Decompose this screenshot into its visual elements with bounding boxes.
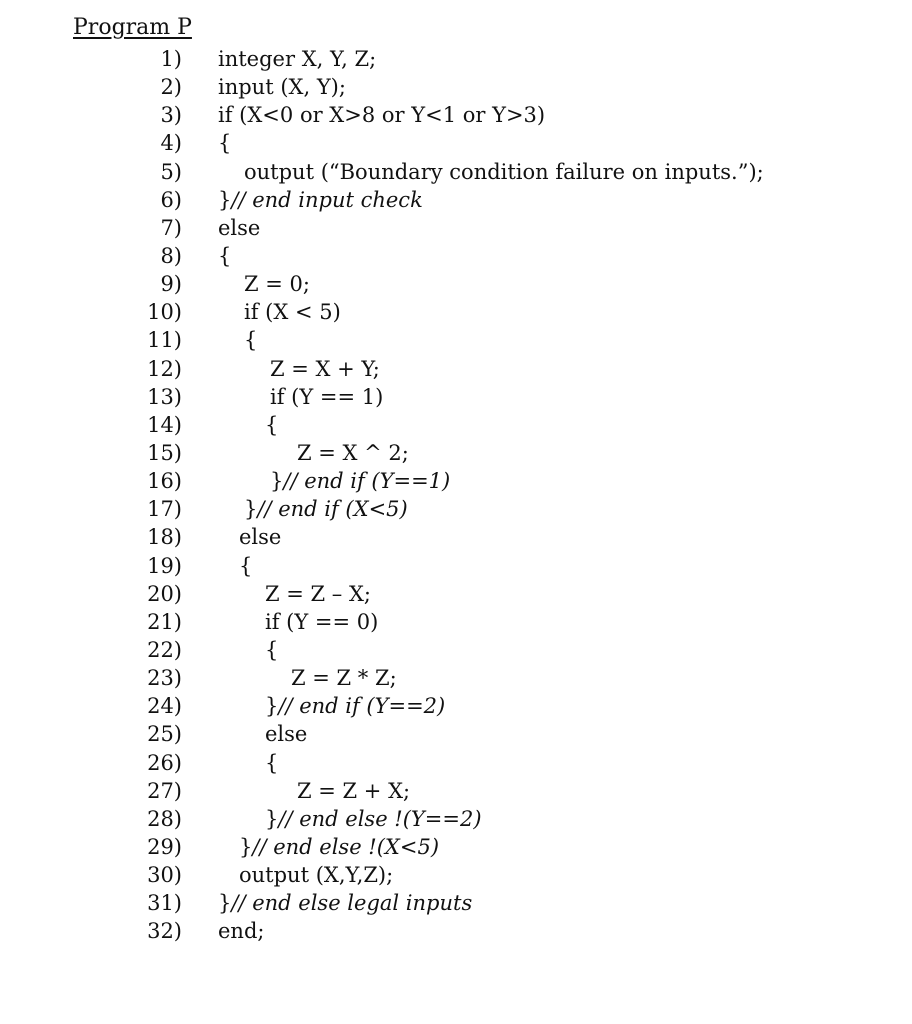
code-text: Z = Z * Z; (291, 666, 397, 691)
code-text: Z = Z + X; (297, 778, 411, 803)
code-line (0, 917, 912, 945)
code-line (0, 861, 912, 889)
code-text: { (265, 637, 279, 662)
line-number: 25) (147, 722, 182, 747)
code-text: input (X, Y); (218, 75, 346, 100)
line-number: 1) (160, 47, 182, 71)
code-text: Z = 0; (244, 272, 310, 297)
code-line (0, 720, 912, 748)
code-text: output (“Boundary condition failure on inputs.”); (244, 159, 764, 184)
line-number: 13) (147, 384, 182, 409)
code-comment: // end else !(Y==2) (278, 806, 482, 831)
code-text (244, 495, 408, 523)
code-line (0, 73, 912, 101)
code-line (0, 129, 912, 157)
code-line (0, 101, 912, 129)
code-line (0, 270, 912, 298)
code-line (0, 664, 912, 692)
code-line (0, 692, 912, 720)
line-number: 3) (160, 103, 182, 128)
code-text: Z = X + Y; (270, 356, 380, 381)
closing-brace: } (244, 497, 258, 522)
code-listing (0, 45, 912, 946)
code-line (0, 580, 912, 608)
code-line (0, 411, 912, 439)
code-text: integer X, Y, Z; (218, 47, 377, 71)
code-comment: // end if (Y==1) (283, 469, 451, 494)
closing-brace: } (218, 891, 232, 916)
code-line (0, 383, 912, 411)
code-text (270, 467, 450, 495)
line-number: 28) (147, 806, 182, 831)
line-number: 27) (147, 778, 182, 803)
code-line (0, 608, 912, 636)
line-number: 23) (147, 666, 182, 691)
line-number: 15) (147, 440, 182, 465)
code-text: if (Y == 1) (270, 384, 384, 409)
code-line (0, 242, 912, 270)
line-number: 26) (147, 750, 182, 775)
code-line (0, 439, 912, 467)
code-text: { (265, 750, 279, 775)
code-line (0, 45, 912, 73)
line-number: 14) (147, 412, 182, 437)
code-text: if (X<0 or X>8 or Y<1 or Y>3) (218, 103, 546, 128)
code-line (0, 326, 912, 354)
code-comment: // end if (X<5) (257, 497, 408, 522)
line-number: 17) (147, 497, 182, 522)
line-number: 24) (147, 694, 182, 719)
code-line (0, 298, 912, 326)
line-number: 29) (147, 834, 182, 859)
code-text: if (X < 5) (244, 300, 341, 325)
closing-brace: } (239, 834, 253, 859)
code-comment: // end else legal inputs (231, 891, 473, 916)
line-number: 6) (160, 187, 182, 212)
line-number: 10) (147, 300, 182, 325)
code-line (0, 805, 912, 833)
code-line (0, 889, 912, 917)
code-line (0, 833, 912, 861)
closing-brace: } (270, 469, 284, 494)
code-text: { (218, 131, 232, 156)
code-text (265, 692, 445, 720)
code-line (0, 749, 912, 777)
line-number: 16) (147, 469, 182, 494)
code-text (265, 805, 482, 833)
code-comment: // end input check (231, 187, 423, 212)
closing-brace: } (265, 694, 279, 719)
code-text: { (239, 553, 253, 578)
code-text: else (239, 525, 282, 550)
line-number: 12) (147, 356, 182, 381)
line-number: 32) (147, 919, 182, 944)
code-text (218, 889, 472, 917)
code-line (0, 495, 912, 523)
line-number: 31) (147, 891, 182, 916)
line-number: 11) (147, 328, 182, 353)
line-number: 7) (160, 215, 182, 240)
code-text (239, 833, 439, 861)
code-text: { (218, 243, 232, 268)
code-comment: // end if (Y==2) (278, 694, 446, 719)
code-text (218, 186, 423, 214)
line-number: 21) (147, 609, 182, 634)
code-line (0, 636, 912, 664)
line-number: 4) (160, 131, 182, 156)
code-text: else (265, 722, 308, 747)
line-number: 18) (147, 525, 182, 550)
code-text: if (Y == 0) (265, 609, 379, 634)
line-number: 2) (160, 75, 182, 100)
code-text: Z = Z – X; (265, 581, 372, 606)
code-line (0, 186, 912, 214)
code-comment: // end else !(X<5) (252, 834, 440, 859)
closing-brace: } (218, 187, 232, 212)
page-title: Program P (73, 15, 192, 40)
line-number: 20) (147, 581, 182, 606)
code-text: { (265, 412, 279, 437)
line-number: 8) (160, 243, 182, 268)
code-line (0, 552, 912, 580)
code-text: end; (218, 919, 265, 944)
line-number: 19) (147, 553, 182, 578)
line-number: 22) (147, 637, 182, 662)
code-text: Z = X ^ 2; (297, 440, 409, 465)
code-line (0, 523, 912, 551)
line-number: 9) (160, 272, 182, 297)
closing-brace: } (265, 806, 279, 831)
code-line (0, 214, 912, 242)
code-line (0, 158, 912, 186)
line-number: 5) (160, 159, 182, 184)
code-text: output (X,Y,Z); (239, 863, 394, 888)
code-text: { (244, 328, 258, 353)
code-line (0, 355, 912, 383)
code-line (0, 777, 912, 805)
code-text: else (218, 215, 261, 240)
code-line (0, 467, 912, 495)
line-number: 30) (147, 863, 182, 888)
